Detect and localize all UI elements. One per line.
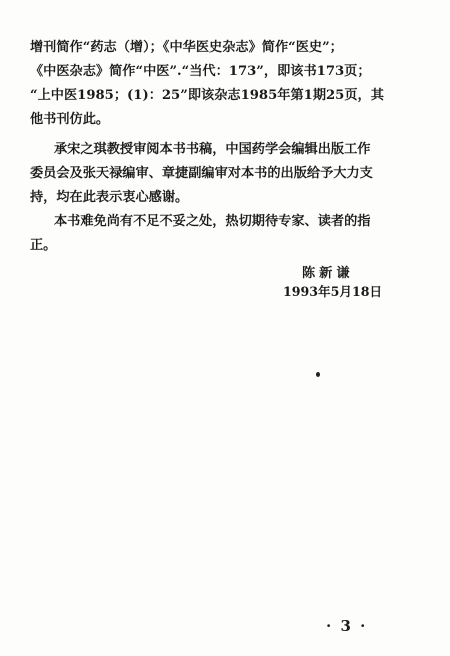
body-line-4: 他书刊仿此。 xyxy=(30,112,110,127)
author-signature: 陈新谦 xyxy=(302,266,354,281)
page-number: · 3 · xyxy=(326,617,368,635)
signature-date: 1993年5月18日 xyxy=(283,284,383,299)
closing-line-2: 正。 xyxy=(30,238,57,253)
body-line-3: “上中医1985；(1)：25”即该杂志1985年第1期25页，其 xyxy=(30,88,384,103)
acknowledgement-line-2: 委员会及张天禄编审、章捷副编审对本书的出版给予大力支 xyxy=(30,166,373,181)
acknowledgement-line-1: 承宋之琪教授审阅本书书稿，中国药学会编辑出版工作 xyxy=(54,142,371,157)
body-line-2: 《中医杂志》简作“中医”.“当代：173”，即该书173页； xyxy=(30,64,371,79)
body-line-1: 增刊简作“药志（增）；《中华医史杂志》简作“医史”； xyxy=(30,40,343,55)
ink-speck xyxy=(316,372,320,377)
closing-line-1: 本书难免尚有不足不妥之处，热切期待专家、读者的指 xyxy=(54,214,371,229)
acknowledgement-line-3: 持，均在此表示衷心感谢。 xyxy=(30,190,189,205)
